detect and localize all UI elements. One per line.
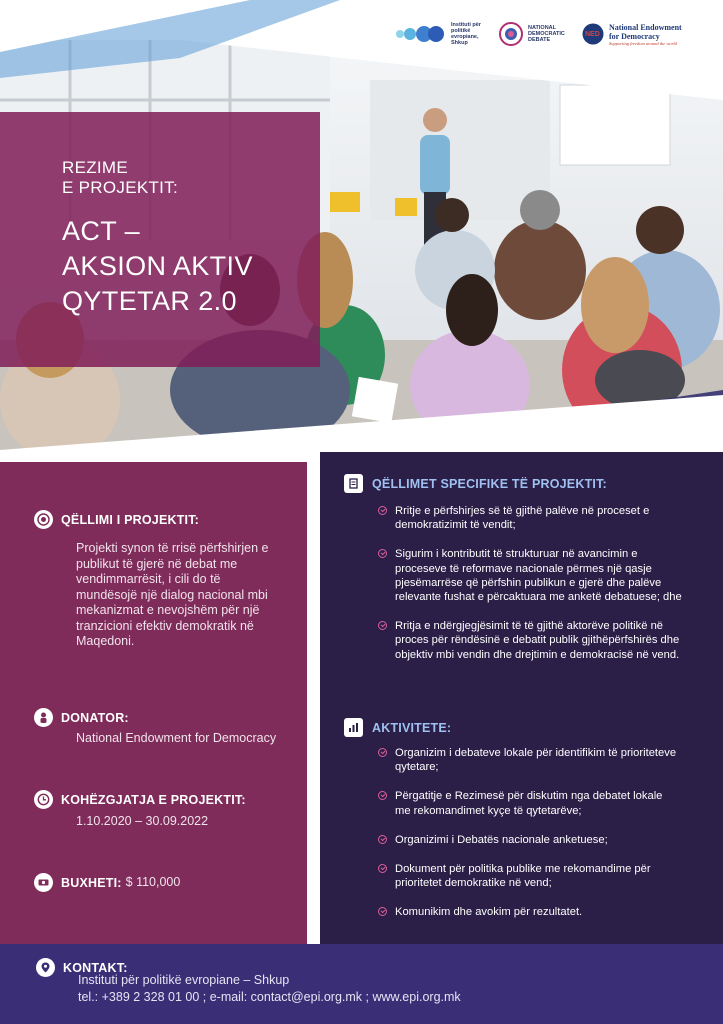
list-item: Sigurim i kontributit të strukturuar në avancimin e proceseve të reformave nacionale përmes një qasje pjesëmarrëse që përfshin publikun e gjerë dhe palëve relevante fushat e përcaktuara me anketë debatuese; dhe: [378, 547, 684, 604]
money-icon: [34, 873, 53, 892]
project-info-panel: [0, 462, 307, 946]
duration-section: KOHËZGJATJA E PROJEKTIT: 1.10.2020 – 30.09.2022: [34, 790, 294, 830]
check-circle-icon: [378, 506, 387, 515]
hero-section: [0, 0, 723, 470]
clock-icon: [34, 790, 53, 809]
budget-section: BUXHETI: $ 110,000: [34, 873, 294, 892]
check-circle-icon: [378, 791, 387, 800]
list-item: Rritje e përfshirjes së të gjithë palëve në proceset e demokratizimit të vendit;: [378, 504, 684, 532]
list-item: Komunikim dhe avokim për rezultatet.: [378, 905, 678, 919]
contact-details: tel.: +389 2 328 01 00 ; e-mail: contact@epi.org.mk ; www.epi.org.mk: [78, 989, 461, 1004]
donor-text: National Endowment for Democracy: [76, 731, 277, 745]
objectives-list: [378, 504, 684, 662]
check-circle-icon: [378, 835, 387, 844]
list-item: Organizim i debateve lokale për identifikim të prioriteteve qytetare;: [378, 746, 678, 774]
ned-mark: NED: [585, 30, 600, 38]
activities-section: AKTIVITETE: Organizim i debateve lokale për identifikim të prioriteteve qytetare; Përgatitje e Rezimesë për diskutim nga debatet lokale me rekomandimet kyçe të qytetarëve; Organizimi i Debatës nacionale anketuese; Dokument për politika publike me rekomandime për prioritetet demokratike në vend; Komunikim dhe avokim për rezultatet.: [344, 718, 714, 920]
ned-logo: NED National Endowment for Democracy Supporting freedom around the world: [582, 23, 689, 46]
goal-text: Projekti synon të rrisë përfshirjen e publikut të gjerë në debat me vendimmarrësit, i cili do të mundësojë një dialog nacional mbi mekanizmat e nevojshëm për një tranzicioni efektiv demokratik në Maqedoni.: [76, 541, 269, 648]
list-item: Dokument për politika publike me rekomandime për prioritetet demokratike në vend;: [378, 862, 678, 890]
contact-panel: [0, 944, 723, 1024]
chart-icon: [344, 718, 363, 737]
subtitle: REZIME E PROJEKTIT:: [62, 158, 179, 197]
debate-logo-icon: [499, 22, 523, 46]
contact-section: KONTAKT: Instituti për politikë evropiane – Shkup tel.: +389 2 328 01 00 ; e-mail: contact@epi.org.mk ; www.epi.org.mk: [36, 958, 696, 1005]
objectives-panel: [320, 452, 723, 970]
duration-text: 1.10.2020 – 30.09.2022: [76, 814, 209, 828]
check-circle-icon: [378, 549, 387, 558]
list-item: Përgatitje e Rezimesë për diskutim nga debatet lokale me rekomandimet kyçe të qytetarëve;: [378, 789, 678, 817]
contact-address: Instituti për politikë evropiane – Shkup: [78, 973, 290, 987]
check-circle-icon: [378, 748, 387, 757]
title-panel: [0, 112, 320, 367]
location-pin-icon: [36, 958, 55, 977]
epi-logo-icon: [394, 24, 446, 44]
nd-logo: NATIONAL DEMOCRATIC DEBATE: [499, 22, 568, 46]
document-icon: [344, 474, 363, 493]
page-title: ACT – AKSION AKTIV QYTETAR 2.0: [62, 216, 253, 316]
epi-logo: Instituti për politikë evropiane, Shkup: [394, 22, 485, 46]
check-circle-icon: [378, 907, 387, 916]
list-item: Rritja e ndërgjegjësimit të të gjithë aktorëve politikë në proces për rëndësinë e debatit publik gjithëpërfshirës dhe objektiv mbi vendin dhe drejtimin e demokracisë në vend.: [378, 619, 684, 662]
check-circle-icon: [378, 621, 387, 630]
donor-icon: [34, 708, 53, 727]
target-icon: [34, 510, 53, 529]
check-circle-icon: [378, 864, 387, 873]
activities-list: [378, 746, 678, 920]
objectives-section: QËLLIMET SPECIFIKE TË PROJEKTIT: Rritje e përfshirjes së të gjithë palëve në proceset e demokratizimit të vendit; Sigurim i kontributit të strukturuar në avancimin e proceseve të reformave nacionale përmes një qasje pjesëmarrëse që përfshin publikun e gjerë dhe palëve relevante fushat e përcaktuara me anketë debatuese; dhe Rritja e ndërgjegjësimit të të gjithë aktorëve politikë në proces për rëndësinë e debatit publik gjithëpërfshirës dhe objektiv mbi vendin dhe drejtimin e demokracisë në vend.: [344, 474, 714, 662]
goal-section: QËLLIMI I PROJEKTIT: Projekti synon të rrisë përfshirjen e publikut të gjerë në debat me vendimmarrësit, i cili do të mundësojë një dialog nacional mbi mekanizmat e nevojshëm për një tranzicioni efektiv demokratik në Maqedoni.: [34, 510, 284, 650]
list-item: Organizimi i Debatës nacionale anketuese;: [378, 833, 678, 847]
partner-logos: [394, 22, 689, 46]
donor-section: DONATOR: National Endowment for Democracy: [34, 708, 294, 747]
budget-text: $ 110,000: [125, 874, 181, 889]
